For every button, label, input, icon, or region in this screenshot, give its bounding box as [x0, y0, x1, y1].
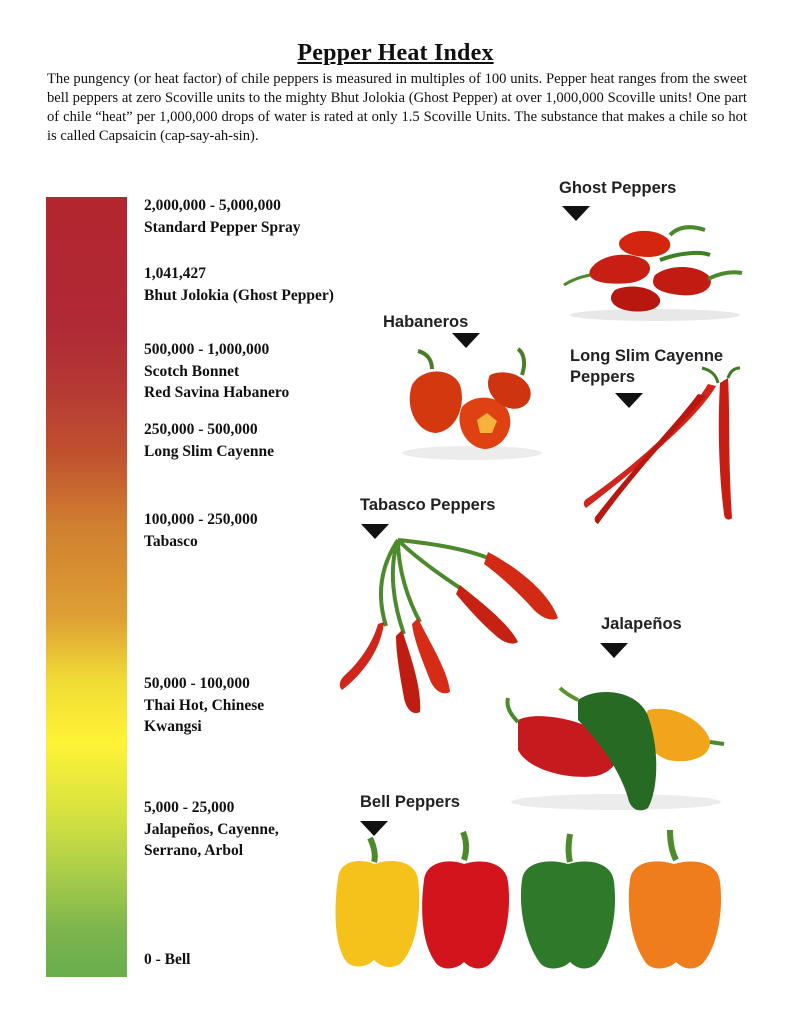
scale-range: 500,000 - 1,000,000 — [144, 341, 270, 358]
jalapenos-pointer-icon — [600, 643, 628, 658]
bell-peppers-label: Bell Peppers — [360, 793, 460, 811]
intro-paragraph: The pungency (or heat factor) of chile peppers is measured in multiples of 100 units. Pepper heat ranges from the sweet bell peppers at zero Scoville units to the mighty Bhut Jolokia (Ghost Pepper) at over 1,000,000 Scoville units! One part of chile “heat” per 1,000,000 drops of water is rated at only 1.5 Scoville Units. The substance that makes a chile so hot is called Capsaicin (cap-say-ah-sin). — [47, 71, 747, 144]
cayenne-label-line: Long Slim Cayenne — [570, 347, 724, 365]
scale-level-habanero — [144, 339, 289, 404]
scale-range: 250,000 - 500,000 — [144, 421, 258, 438]
scale-range: 0 - Bell — [144, 951, 191, 968]
bell-peppers-image — [330, 830, 730, 975]
scale-level-cayenne — [144, 419, 274, 462]
cayenne-label-line: Peppers — [570, 368, 636, 386]
scale-range: 100,000 - 250,000 — [144, 511, 258, 528]
scale-level-tabasco — [144, 509, 258, 552]
scale-range: 50,000 - 100,000 — [144, 675, 250, 692]
scale-name: Tabasco — [144, 532, 198, 550]
scale-level-ghost-pepper — [144, 263, 334, 306]
scale-name: Scotch Bonnet — [144, 362, 240, 380]
scale-level-bell — [144, 949, 191, 971]
scale-level-thai-hot — [144, 673, 264, 738]
scale-name: Kwangsi — [144, 718, 202, 735]
habaneros-image — [392, 345, 542, 465]
scale-range: 1,041,427 — [144, 265, 206, 282]
scale-level-jalapeno — [144, 797, 279, 862]
cayenne-image — [578, 368, 748, 530]
scale-name: Long Slim Cayenne — [144, 442, 275, 460]
page-title: Pepper Heat Index — [297, 40, 494, 66]
scale-range: 2,000,000 - 5,000,000 — [144, 197, 281, 214]
ghost-peppers-label: Ghost Peppers — [559, 179, 677, 197]
scale-name: Red Savina Habanero — [144, 384, 290, 401]
scale-name: Thai Hot, Chinese — [144, 696, 265, 714]
jalapenos-label: Jalapeños — [601, 615, 682, 633]
heat-scale-bar — [46, 197, 127, 977]
scale-name: Serrano, Arbol — [144, 842, 244, 859]
scale-name: Standard Pepper Spray — [144, 218, 301, 236]
scale-range: 5,000 - 25,000 — [144, 799, 235, 816]
ghost-peppers-image — [560, 215, 750, 325]
tabasco-peppers-label: Tabasco Peppers — [360, 496, 496, 514]
habaneros-label: Habaneros — [383, 313, 469, 331]
scale-level-pepper-spray — [144, 195, 300, 238]
scale-name: Jalapeños, Cayenne, — [144, 820, 279, 838]
jalapenos-image — [498, 680, 734, 815]
scale-name: Bhut Jolokia (Ghost Pepper) — [144, 286, 334, 304]
